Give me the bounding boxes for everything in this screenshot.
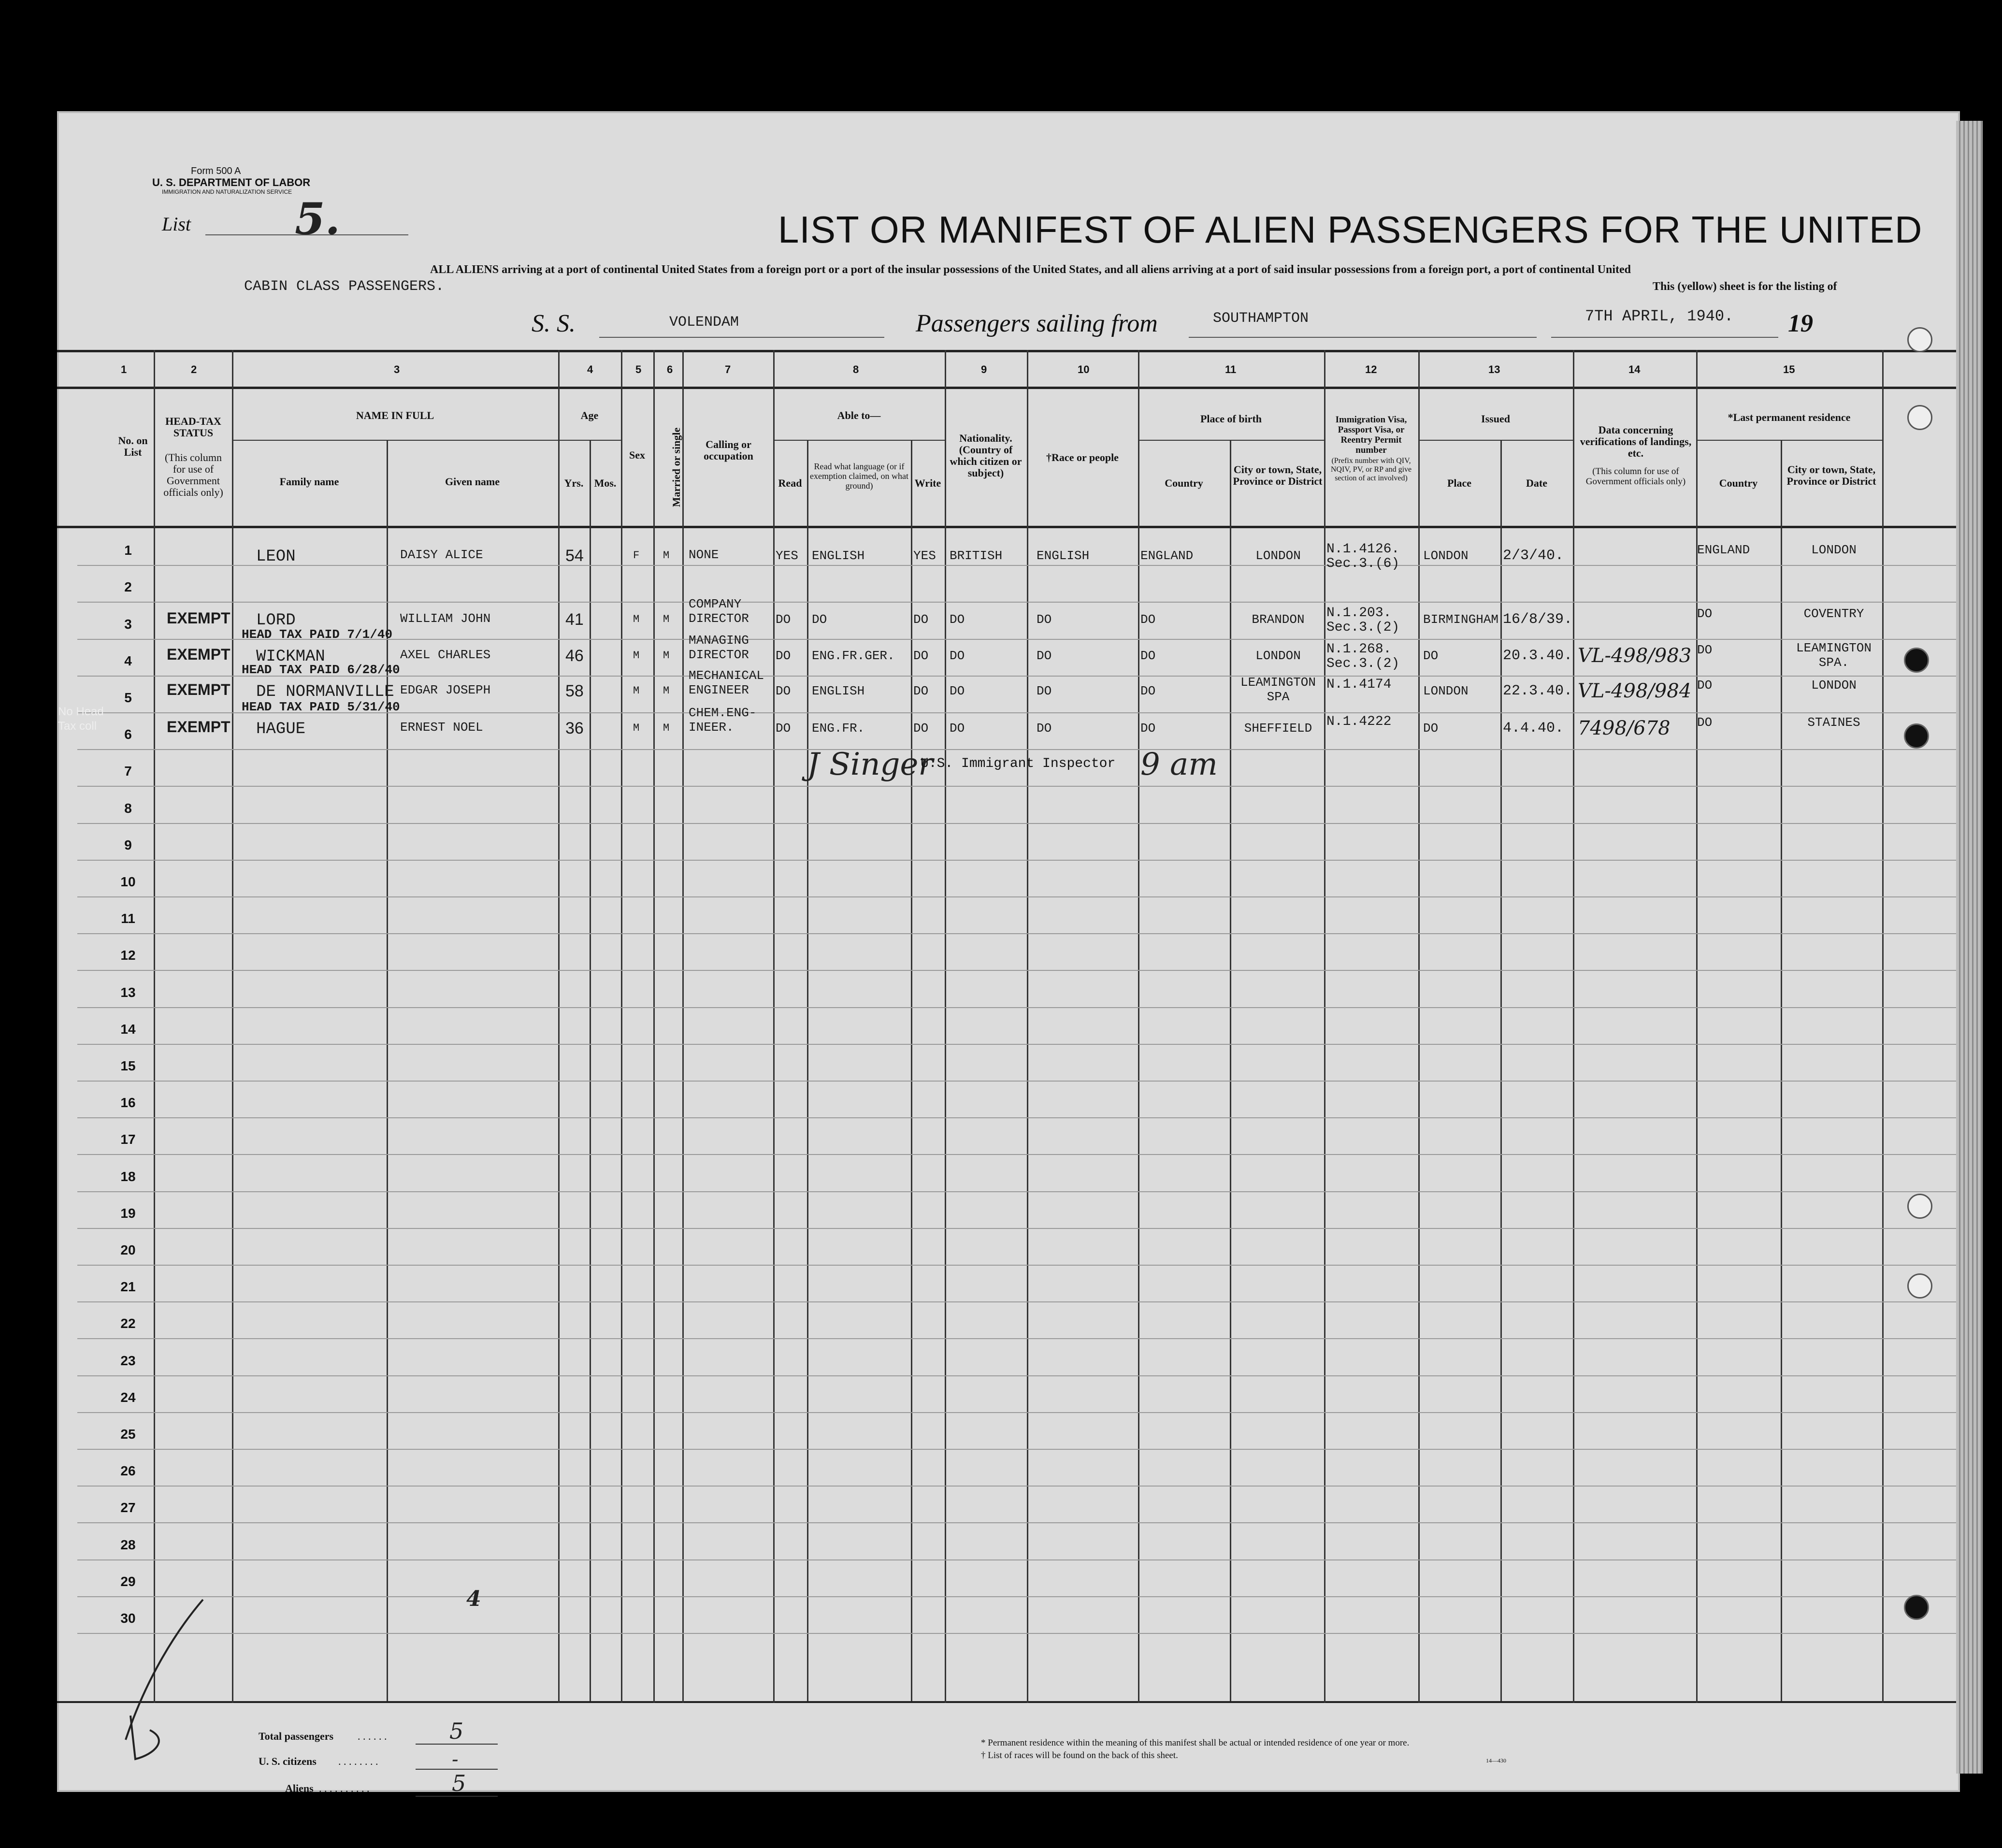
visa-number: N.1.4126. <box>1326 542 1400 557</box>
row-number: 2 <box>124 579 132 594</box>
row-number: 4 <box>124 653 132 668</box>
occupation: DIRECTOR <box>689 648 749 662</box>
row-number: 30 <box>120 1611 136 1626</box>
occupation: INEER. <box>689 720 734 735</box>
subtitle-line1: ALL ALIENS arriving at a port of continental United States from a foreign port or a port of the insular possessions of the United States, and all aliens arriving at a port of said insular possessions from a foreign port, a port of continental United <box>430 263 1631 276</box>
birth-country: ENGLAND <box>1140 549 1194 563</box>
row-rule <box>77 565 1956 566</box>
col-number: 4 <box>587 363 593 375</box>
landing-verification: 7498/678 <box>1578 717 1671 739</box>
row-rule <box>77 786 1956 787</box>
read-language: ENGLISH <box>812 684 865 698</box>
row-rule <box>77 1228 1956 1229</box>
heading-place-of-birth: Place of birth <box>1200 413 1262 425</box>
row-rule <box>77 1117 1956 1118</box>
heading-age: Age <box>580 409 599 421</box>
ss-underline <box>599 337 884 338</box>
row-rule <box>77 1522 1956 1523</box>
leader-dots: . . . . . . <box>358 1730 387 1742</box>
row-rule <box>77 860 1956 861</box>
ship-name: VOLENDAM <box>669 314 739 331</box>
sex: M <box>633 613 640 625</box>
age-years: 58 <box>565 682 584 700</box>
binder-hole <box>1904 1595 1929 1620</box>
row-number: 18 <box>120 1169 136 1184</box>
given-name: WILLIAM JOHN <box>400 611 491 626</box>
subheader-rule <box>558 440 621 441</box>
subheader-rule <box>1138 440 1324 441</box>
marital-status: M <box>663 685 670 697</box>
issue-place: LONDON <box>1423 684 1469 698</box>
heading-res-city: City or town, State, Province or District <box>1786 463 1876 487</box>
heading-data-landings: Data concerning verifications of landings, etc. <box>1580 424 1692 459</box>
binder-hole <box>1907 1273 1932 1299</box>
subtitle-line2: This (yellow) sheet is for the listing of <box>1653 280 1837 293</box>
page-title: LIST OR MANIFEST OF ALIEN PASSENGERS FOR THE UNITED <box>778 208 1923 251</box>
race: DO <box>1037 612 1052 627</box>
col-rule <box>1573 350 1574 1703</box>
head-tax-status: EXEMPT <box>167 646 230 663</box>
birth-city: LEAMINGTON SPA <box>1240 675 1316 704</box>
visa-number: N.1.4174 <box>1326 677 1392 692</box>
us-citizens-label: U. S. citizens <box>259 1755 317 1767</box>
issue-date: 2/3/40. <box>1503 548 1564 564</box>
family-name: WICKMAN <box>256 648 325 666</box>
age-years: 54 <box>565 547 584 565</box>
heading-name-in-full: NAME IN FULL <box>356 409 434 421</box>
given-name: AXEL CHARLES <box>400 648 491 662</box>
nationality: DO <box>950 649 965 663</box>
family-name: DE NORMANVILLE <box>256 683 394 701</box>
row-number: 3 <box>124 617 132 632</box>
row-number: 17 <box>120 1132 136 1147</box>
heading-family-name: Family name <box>279 476 339 488</box>
col-number: 12 <box>1365 363 1377 375</box>
read-language: ENG.FR.GER. <box>812 649 895 663</box>
birth-city: LONDON <box>1255 549 1301 563</box>
heading-data-note: (This column for use of Government officials only) <box>1585 466 1686 487</box>
footnote-residence: * Permanent residence within the meaning of this manifest shall be actual or intended residence of one year or more. <box>981 1738 1410 1748</box>
row-rule <box>77 1301 1956 1302</box>
col-rule <box>911 440 912 1701</box>
visa-number: Sec.3.(6) <box>1326 556 1400 571</box>
occupation: COMPANY <box>689 597 742 611</box>
row-rule <box>77 1633 1956 1634</box>
col-number: 15 <box>1783 363 1795 375</box>
age-years: 41 <box>565 610 584 629</box>
birth-city: SHEFFIELD <box>1244 721 1312 736</box>
binder-hole <box>1904 723 1929 749</box>
visa-number: N.1.203. <box>1326 606 1392 621</box>
binder-hole <box>1907 405 1932 430</box>
year-suffix: 19 <box>1788 310 1813 337</box>
visa-number: Sec.3.(2) <box>1326 656 1400 671</box>
heading-last-residence: *Last permanent residence <box>1728 411 1851 423</box>
can-read: DO <box>776 684 791 698</box>
residence-country: DO <box>1697 715 1713 730</box>
page-edge <box>1956 121 1983 1774</box>
col-number: 1 <box>121 363 127 375</box>
binder-hole <box>1904 648 1929 673</box>
marital-status: M <box>663 650 670 662</box>
heading-sex: Sex <box>629 449 645 461</box>
total-passengers-label: Total passengers <box>259 1730 334 1742</box>
row-rule <box>77 970 1956 971</box>
header-bottom-rule <box>57 526 1956 528</box>
residence-country: ENGLAND <box>1697 543 1750 557</box>
col-number: 2 <box>191 363 197 375</box>
total-passengers-value: 5 <box>449 1718 464 1744</box>
corner-pen-mark <box>116 1595 213 1764</box>
given-name: DAISY ALICE <box>400 548 483 562</box>
row-rule <box>77 933 1956 934</box>
col-rule <box>1781 440 1782 1701</box>
row-number: 25 <box>120 1427 136 1442</box>
age-years: 46 <box>565 647 584 665</box>
inspector-title: U.S. Immigrant Inspector <box>921 756 1116 771</box>
col-number: 10 <box>1078 363 1090 375</box>
col-rule <box>945 350 946 1703</box>
service: IMMIGRATION AND NATURALIZATION SERVICE <box>162 188 292 195</box>
department: U. S. DEPARTMENT OF LABOR <box>152 176 311 188</box>
heading-race: †Race or people <box>1046 451 1119 463</box>
birth-country: DO <box>1140 649 1156 663</box>
sailing-date: 7TH APRIL, 1940. <box>1585 307 1734 325</box>
col-rule <box>621 350 622 1703</box>
col-rule <box>773 350 775 1703</box>
row-number: 26 <box>120 1463 136 1478</box>
residence-country: DO <box>1697 643 1713 657</box>
residence-city: LONDON <box>1811 543 1857 557</box>
row-rule <box>77 1486 1956 1487</box>
marital-status: M <box>663 613 670 625</box>
col-rule <box>807 440 808 1701</box>
footnote-races: † List of races will be found on the back of this sheet. <box>981 1750 1178 1761</box>
row-number: 24 <box>120 1390 136 1405</box>
row-number: 1 <box>124 543 132 558</box>
row-rule <box>77 896 1956 897</box>
heading-issued: Issued <box>1481 413 1510 425</box>
heading-mos: Mos. <box>594 477 617 489</box>
heading-head-tax: HEAD-TAX STATUS <box>165 415 221 439</box>
landing-verification: VL-498/983 <box>1578 645 1692 667</box>
col-rule <box>682 350 684 1703</box>
leader-dots: . . . . . . . . . . <box>319 1782 370 1794</box>
landing-verification: VL-498/984 <box>1578 680 1692 702</box>
residence-city: STAINES <box>1807 715 1860 730</box>
row-number: 5 <box>124 690 132 705</box>
subheader-rule <box>232 440 558 441</box>
row-number: 19 <box>120 1206 136 1221</box>
can-write: YES <box>913 549 936 563</box>
row-number: 7 <box>124 764 132 779</box>
form-number: Form 500 A <box>191 166 241 176</box>
head-tax-status: EXEMPT <box>167 609 230 627</box>
col-rule <box>1324 350 1325 1703</box>
row-number: 10 <box>120 874 136 889</box>
heading-birth-city: City or town, State, Province or District <box>1233 463 1323 487</box>
issue-date: 4.4.40. <box>1503 720 1564 736</box>
us-citizens-value: - <box>452 1748 459 1771</box>
heading-issued-date: Date <box>1526 477 1547 489</box>
col-rule <box>1230 440 1231 1701</box>
nationality: DO <box>950 721 965 736</box>
can-read: DO <box>776 721 791 736</box>
col-rule <box>1027 350 1028 1703</box>
given-name: ERNEST NOEL <box>400 720 483 735</box>
row-number: 23 <box>120 1353 136 1368</box>
can-read: DO <box>776 612 791 627</box>
can-write: DO <box>913 649 929 663</box>
list-label: List <box>162 213 191 235</box>
can-read: DO <box>776 649 791 663</box>
leader-dots: . . . . . . . . <box>338 1755 378 1767</box>
head-tax-paid-stamp: HEAD TAX PAID 6/28/40 <box>242 663 400 677</box>
col-rule <box>1882 350 1884 1703</box>
col-number: 7 <box>725 363 731 375</box>
col-rule <box>1138 350 1139 1703</box>
nationality: DO <box>950 684 965 698</box>
heading-read-language: Read what language (or if exemption claimed, on what ground) <box>810 462 908 491</box>
subheader-rule <box>1418 440 1573 441</box>
read-language: DO <box>812 612 827 627</box>
heading-birth-country: Country <box>1165 477 1203 489</box>
heading-read: Read <box>778 477 802 489</box>
occupation: MECHANICAL <box>689 668 764 683</box>
row-number: 21 <box>120 1279 136 1294</box>
marital-status: M <box>663 549 670 562</box>
given-name: EDGAR JOSEPH <box>400 683 491 697</box>
race: ENGLISH <box>1037 549 1090 563</box>
heading-issued-place: Place <box>1447 477 1472 489</box>
row-rule <box>77 1044 1956 1045</box>
heading-write: Write <box>914 477 941 489</box>
row-number: 6 <box>124 727 132 742</box>
row-rule <box>77 1007 1956 1008</box>
row-rule <box>77 749 1956 750</box>
issue-date: 20.3.40. <box>1503 648 1573 664</box>
row-number: 22 <box>120 1316 136 1331</box>
visa-number: N.1.268. <box>1326 642 1392 657</box>
col-number: 8 <box>853 363 859 375</box>
residence-city: LONDON <box>1811 678 1857 693</box>
issue-place: DO <box>1423 649 1439 663</box>
col-number: 11 <box>1225 363 1237 375</box>
row-number: 11 <box>121 911 135 926</box>
age-years: 36 <box>565 719 584 737</box>
sailing-underline <box>1189 337 1537 338</box>
row-number: 12 <box>120 948 136 963</box>
manifest-sheet <box>57 111 1960 1792</box>
list-number: 5. <box>295 193 340 245</box>
row-number: 28 <box>120 1537 136 1552</box>
heading-nationality: Nationality. (Country of which citizen or subject) <box>950 432 1022 479</box>
subheader-rule <box>1696 440 1882 441</box>
heading-married: Married or single <box>670 427 682 507</box>
col-number: 9 <box>981 363 987 375</box>
birth-country: DO <box>1140 684 1156 698</box>
binder-hole <box>1907 1194 1932 1219</box>
nationality: DO <box>950 612 965 627</box>
family-name: HAGUE <box>256 720 306 738</box>
issue-place: LONDON <box>1423 549 1469 563</box>
col-rule <box>1500 440 1502 1701</box>
col-rule <box>558 350 560 1703</box>
family-name: LORD <box>256 611 296 630</box>
issue-date: 16/8/39. <box>1503 611 1573 628</box>
no-head-tax-note: No Head Tax coll <box>58 705 104 733</box>
head-tax-paid-stamp: HEAD TAX PAID 7/1/40 <box>242 627 393 642</box>
sex: M <box>633 722 640 734</box>
visa-number: N.1.4222 <box>1326 714 1392 729</box>
can-write: DO <box>913 721 929 736</box>
page-mark: 4 <box>466 1587 481 1611</box>
subheader-rule <box>773 440 945 441</box>
residence-city: COVENTRY <box>1803 606 1864 621</box>
row-number: 9 <box>124 837 132 852</box>
read-language: ENGLISH <box>812 549 865 563</box>
race: DO <box>1037 684 1052 698</box>
head-tax-status: EXEMPT <box>167 718 230 736</box>
table-bottom-rule <box>57 1701 1956 1703</box>
print-code: 14—430 <box>1486 1757 1506 1764</box>
row-rule <box>77 1191 1956 1192</box>
date-underline <box>1551 337 1778 338</box>
row-rule <box>77 1154 1956 1155</box>
col-number: 3 <box>394 363 400 375</box>
column-number-rule <box>57 387 1956 389</box>
family-name: LEON <box>256 548 296 566</box>
residence-city: LEAMINGTON SPA. <box>1796 641 1872 670</box>
heading-given-name: Given name <box>445 476 500 488</box>
heading-able-to: Able to— <box>837 409 881 421</box>
birth-country: DO <box>1140 612 1156 627</box>
occupation: CHEM.ENG- <box>689 706 757 720</box>
heading-res-country: Country <box>1719 477 1758 489</box>
row-number: 20 <box>120 1242 136 1257</box>
col-rule <box>653 350 655 1703</box>
occupation: ENGINEER <box>689 683 749 697</box>
visa-number: Sec.3.(2) <box>1326 620 1400 635</box>
occupation: DIRECTOR <box>689 611 749 626</box>
row-rule <box>77 602 1956 603</box>
heading-calling: Calling or occupation <box>704 438 753 462</box>
nationality: BRITISH <box>950 549 1003 563</box>
ss-label: S. S. <box>532 310 576 337</box>
head-tax-paid-stamp: HEAD TAX PAID 5/31/40 <box>242 700 400 714</box>
birth-country: DO <box>1140 721 1156 736</box>
residence-country: DO <box>1697 678 1713 693</box>
race: DO <box>1037 721 1052 736</box>
read-language: ENG.FR. <box>812 721 865 736</box>
can-write: DO <box>913 684 929 698</box>
occupation: NONE <box>689 548 719 562</box>
col-number: 6 <box>667 363 673 375</box>
inspector-signature: J Singer <box>807 747 933 782</box>
birth-city: BRANDON <box>1252 612 1305 627</box>
sailing-label: Passengers sailing from <box>916 310 1158 337</box>
head-tax-status: EXEMPT <box>167 681 230 698</box>
row-rule <box>77 1412 1956 1413</box>
row-number: 13 <box>120 985 136 1000</box>
issue-date: 22.3.40. <box>1503 683 1573 699</box>
heading-yrs: Yrs. <box>564 477 584 489</box>
row-rule <box>77 1449 1956 1450</box>
row-number: 15 <box>120 1058 136 1073</box>
col-number: 5 <box>635 363 642 375</box>
col-number: 13 <box>1488 363 1500 375</box>
row-rule <box>77 1265 1956 1266</box>
col-rule <box>590 440 591 1701</box>
issue-place: DO <box>1423 721 1439 736</box>
cabin-class: CABIN CLASS PASSENGERS. <box>244 278 445 295</box>
issue-place: BIRMINGHAM <box>1423 612 1499 627</box>
row-number: 14 <box>120 1022 136 1037</box>
can-write: DO <box>913 612 929 627</box>
table-top-rule <box>57 350 1956 352</box>
occupation: MANAGING <box>689 633 749 648</box>
signature-second: 9 am <box>1140 747 1218 782</box>
residence-country: DO <box>1697 606 1713 621</box>
col-rule <box>154 350 155 1703</box>
heading-visa-note: (Prefix number with QIV, NQIV, PV, or RP and give section of act involved) <box>1330 457 1412 482</box>
col-rule <box>232 350 233 1703</box>
row-rule <box>77 823 1956 824</box>
heading-no-on-list: No. on List <box>118 434 148 458</box>
row-rule <box>77 1559 1956 1560</box>
sex: F <box>633 549 640 562</box>
birth-city: LONDON <box>1255 649 1301 663</box>
row-rule <box>77 1081 1956 1082</box>
col-number: 14 <box>1628 363 1641 375</box>
race: DO <box>1037 649 1052 663</box>
row-number: 27 <box>120 1500 136 1515</box>
row-rule <box>77 1596 1956 1597</box>
row-rule <box>77 1338 1956 1339</box>
sex: M <box>633 685 640 697</box>
binder-hole <box>1907 327 1932 352</box>
row-number: 29 <box>120 1574 136 1589</box>
col-rule <box>1418 350 1420 1703</box>
row-rule <box>77 1375 1956 1376</box>
row-number: 16 <box>120 1095 136 1110</box>
aliens-value: 5 <box>452 1770 466 1796</box>
aliens-label: Aliens <box>285 1782 314 1794</box>
can-read: YES <box>776 549 798 563</box>
heading-visa: Immigration Visa, Passport Visa, or Reentry Permit number <box>1335 415 1407 455</box>
sex: M <box>633 650 640 662</box>
heading-head-tax-note: (This column for use of Government officials only) <box>163 451 223 498</box>
row-number: 8 <box>124 801 132 816</box>
marital-status: M <box>663 722 670 734</box>
departure-port: SOUTHAMPTON <box>1213 310 1309 327</box>
